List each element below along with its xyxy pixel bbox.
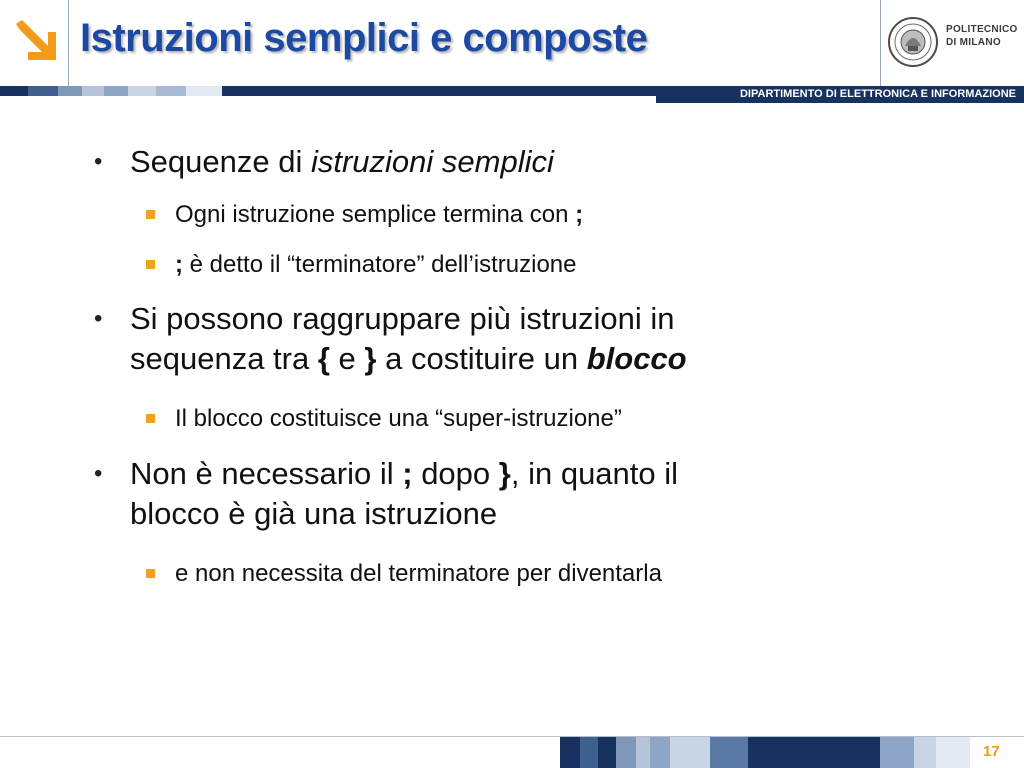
department-name: DIPARTIMENTO DI ELETTRONICA E INFORMAZIONE	[739, 88, 1016, 100]
bullet-3-line-2: blocco è già una istruzione	[130, 496, 498, 531]
blocco-term: blocco	[586, 341, 687, 376]
sub-2-1-text: Il blocco costituisce una “super-istruzione”	[175, 405, 622, 432]
bullet-2-line-2	[130, 339, 687, 379]
bullet-3-text-b: dopo	[412, 456, 499, 491]
logo-line-1: POLITECNICO	[946, 24, 1018, 35]
header-divider-left	[68, 0, 69, 86]
square-bullet-icon	[146, 210, 155, 219]
bullet-2	[94, 299, 687, 379]
bullet-2-text-c: a costituire un	[376, 341, 587, 376]
sub-3-1-text: e non necessita del terminatore per diventarla	[175, 560, 662, 587]
bullet-2-sub-1	[175, 403, 622, 435]
sub-1-2-semicolon: ;	[175, 251, 183, 278]
footer-color-band	[0, 737, 1024, 768]
bullet-2-line-1: Si possono raggruppare più istruzioni in	[130, 301, 675, 336]
logo-line-2: DI MILANO	[946, 37, 1001, 48]
bullet-1-text: Sequenze di	[130, 144, 311, 179]
bullet-1	[94, 142, 554, 182]
bullet-3-text-c: , in quanto il	[510, 456, 679, 491]
university-logo-text	[946, 23, 1018, 49]
bullet-dot-icon: •	[94, 305, 103, 332]
bullet-2-text-a: sequenza tra	[130, 341, 318, 376]
bullet-3-line-1	[130, 454, 678, 494]
politecnico-seal-icon	[887, 16, 939, 68]
square-bullet-icon	[146, 260, 155, 269]
department-bar	[656, 86, 1024, 103]
slide-title: Istruzioni semplici e composte	[80, 16, 648, 60]
sub-1-1-semicolon: ;	[575, 201, 584, 228]
bullet-3	[94, 454, 679, 534]
square-bullet-icon	[146, 414, 155, 423]
bullet-dot-icon: •	[94, 148, 103, 175]
header-divider-right	[880, 0, 881, 86]
page-number: 17	[983, 743, 1000, 760]
bullet-1-italic: istruzioni semplici	[310, 144, 554, 179]
slide-header	[0, 0, 1024, 86]
bullet-3-sub-1	[175, 558, 662, 590]
bullet-3-brace: }	[498, 456, 511, 491]
sub-1-1-text: Ogni istruzione semplice termina con	[175, 201, 576, 228]
sub-1-2-text: è detto il “terminatore” dell’istruzione	[183, 251, 577, 278]
bullet-3-semicolon: ;	[402, 456, 413, 491]
arrow-down-right-icon	[8, 14, 60, 70]
bullet-1-sub-2	[175, 249, 577, 281]
bullet-dot-icon: •	[94, 460, 103, 487]
close-brace: }	[364, 341, 377, 376]
open-brace: {	[317, 341, 330, 376]
bullet-2-text-b: e	[329, 341, 365, 376]
bullet-3-text-a: Non è necessario il	[130, 456, 403, 491]
bullet-1-sub-1	[175, 199, 583, 231]
square-bullet-icon	[146, 569, 155, 578]
